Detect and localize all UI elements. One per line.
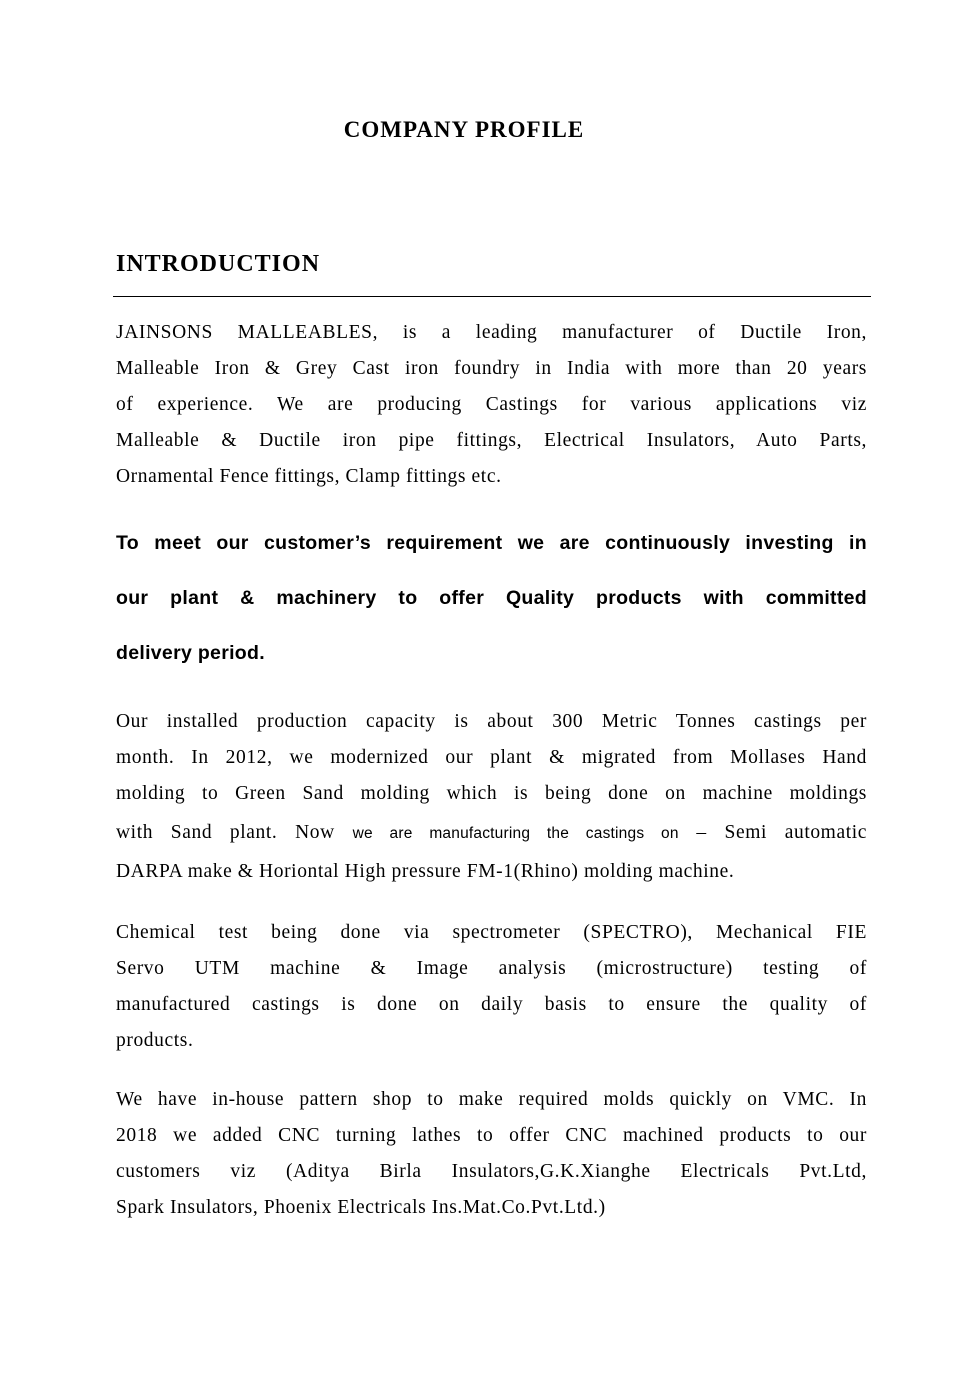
text-line: of experience. We are producing Castings for various applications viz xyxy=(116,394,867,415)
text-segment: – Semi automatic xyxy=(678,822,867,843)
text-line: month. In 2012, we modernized our plant & migrated from Mollases Hand xyxy=(116,747,867,768)
text-line: Malleable & Ductile iron pipe fittings, Electrical Insulators, Auto Parts, xyxy=(116,430,867,451)
text-line: Servo UTM machine & Image analysis (microstructure) testing of xyxy=(116,958,867,979)
section-heading-introduction: INTRODUCTION xyxy=(116,251,321,277)
text-line: our plant & machinery to offer Quality products with committed xyxy=(116,587,867,609)
text-line: 2018 we added CNC turning lathes to offer CNC machined products to our xyxy=(116,1125,867,1146)
text-line: Malleable Iron & Grey Cast iron foundry in India with more than 20 years xyxy=(116,358,867,379)
capacity-paragraph xyxy=(116,704,867,890)
text-line: Our installed production capacity is about 300 Metric Tonnes castings per xyxy=(116,711,867,732)
text-line: We have in-house pattern shop to make required molds quickly on VMC. In xyxy=(116,1089,867,1110)
text-line: Ornamental Fence fittings, Clamp fittings etc. xyxy=(116,466,502,487)
page-title: COMPANY PROFILE xyxy=(343,117,585,142)
text-line-mixed xyxy=(116,812,867,854)
testing-paragraph xyxy=(116,915,867,1059)
text-segment-sans: we are manufacturing the castings on xyxy=(352,825,679,842)
commitment-paragraph xyxy=(116,516,867,681)
text-line: To meet our customer’s requirement we are continuously investing in xyxy=(116,532,867,554)
text-line: customers viz (Aditya Birla Insulators,G.K.Xianghe Electricals Pvt.Ltd, xyxy=(116,1161,867,1182)
text-line: delivery period. xyxy=(116,642,265,664)
text-line: JAINSONS MALLEABLES, is a leading manufacturer of Ductile Iron, xyxy=(116,322,867,343)
pattern-shop-paragraph xyxy=(116,1082,867,1226)
text-line: Chemical test being done via spectrometer (SPECTRO), Mechanical FIE xyxy=(116,922,867,943)
section-divider xyxy=(113,296,871,297)
text-line: products. xyxy=(116,1030,194,1051)
intro-paragraph xyxy=(116,315,867,495)
text-segment: with Sand plant. Now xyxy=(116,822,353,843)
text-line: Spark Insulators, Phoenix Electricals Ins.Mat.Co.Pvt.Ltd.) xyxy=(116,1197,606,1218)
text-line: DARPA make & Horiontal High pressure FM-1(Rhino) molding machine. xyxy=(116,861,735,882)
text-line: manufactured castings is done on daily basis to ensure the quality of xyxy=(116,994,867,1015)
text-line: molding to Green Sand molding which is being done on machine moldings xyxy=(116,783,867,804)
